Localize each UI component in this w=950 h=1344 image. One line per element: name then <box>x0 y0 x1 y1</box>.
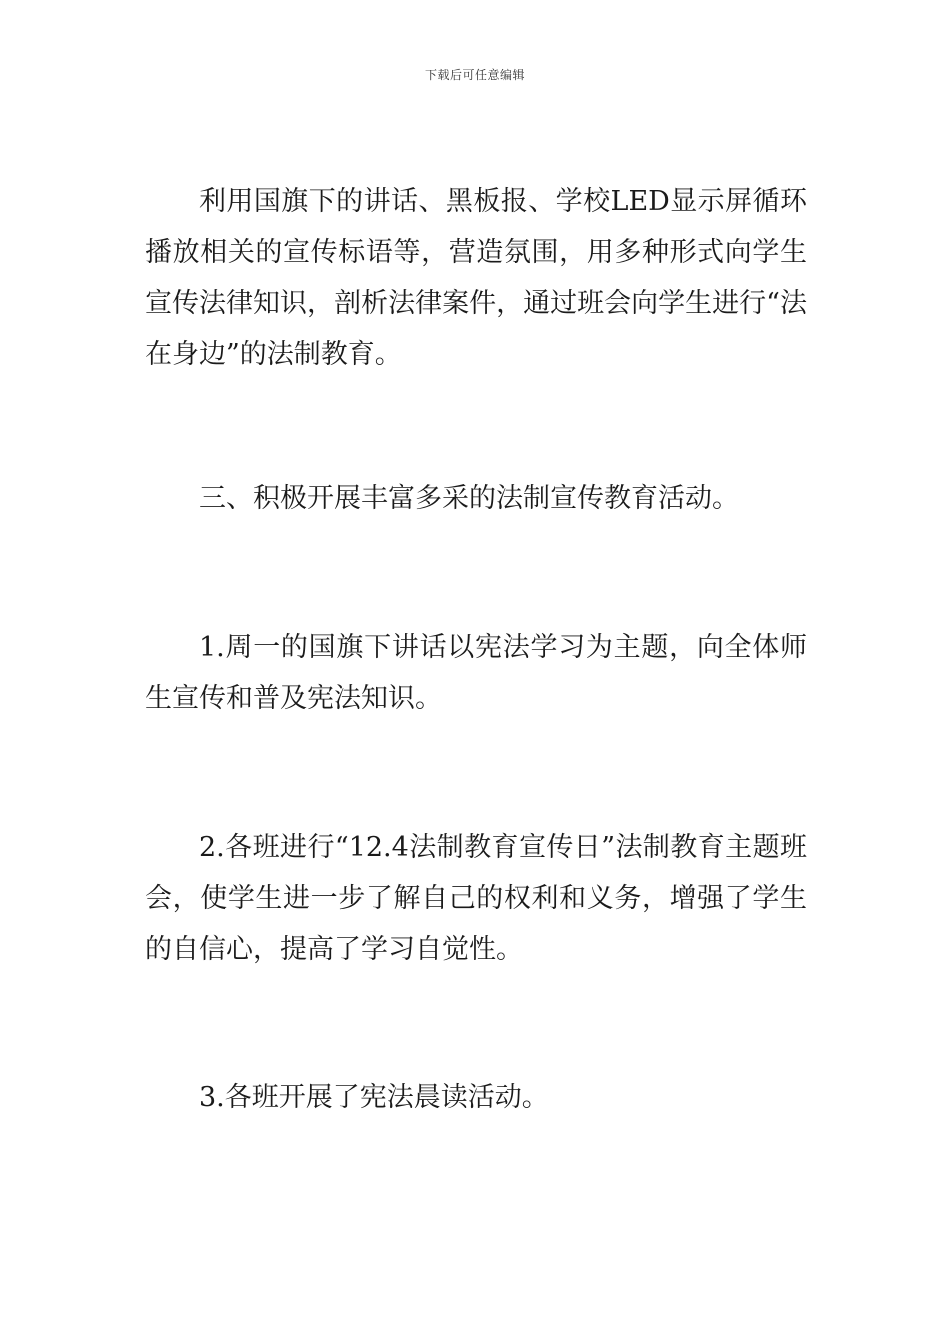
paragraph-publicity-methods: 利用国旗下的讲话、黑板报、学校LED显示屏循环播放相关的宣传标语等，营造氛围，用多种形式向学生宣传法律知识，剖析法律案件，通过班会向学生进行“法在身边”的法制教育。 <box>145 186 807 370</box>
list-item-2: 2.各班进行“12.4法制教育宣传日”法制教育主题班会，使学生进一步了解自己的权利和义务，增强了学生的自信心，提高了学习自觉性。 <box>145 832 807 965</box>
list-item-3: 3.各班开展了宪法晨读活动。 <box>199 1082 549 1113</box>
section-heading-three: 三、积极开展丰富多采的法制宣传教育活动。 <box>199 483 739 514</box>
page-header-note: 下载后可任意编辑 <box>424 68 525 82</box>
list-item-1: 1.周一的国旗下讲话以宪法学习为主题，向全体师生宣传和普及宪法知识。 <box>145 632 807 714</box>
